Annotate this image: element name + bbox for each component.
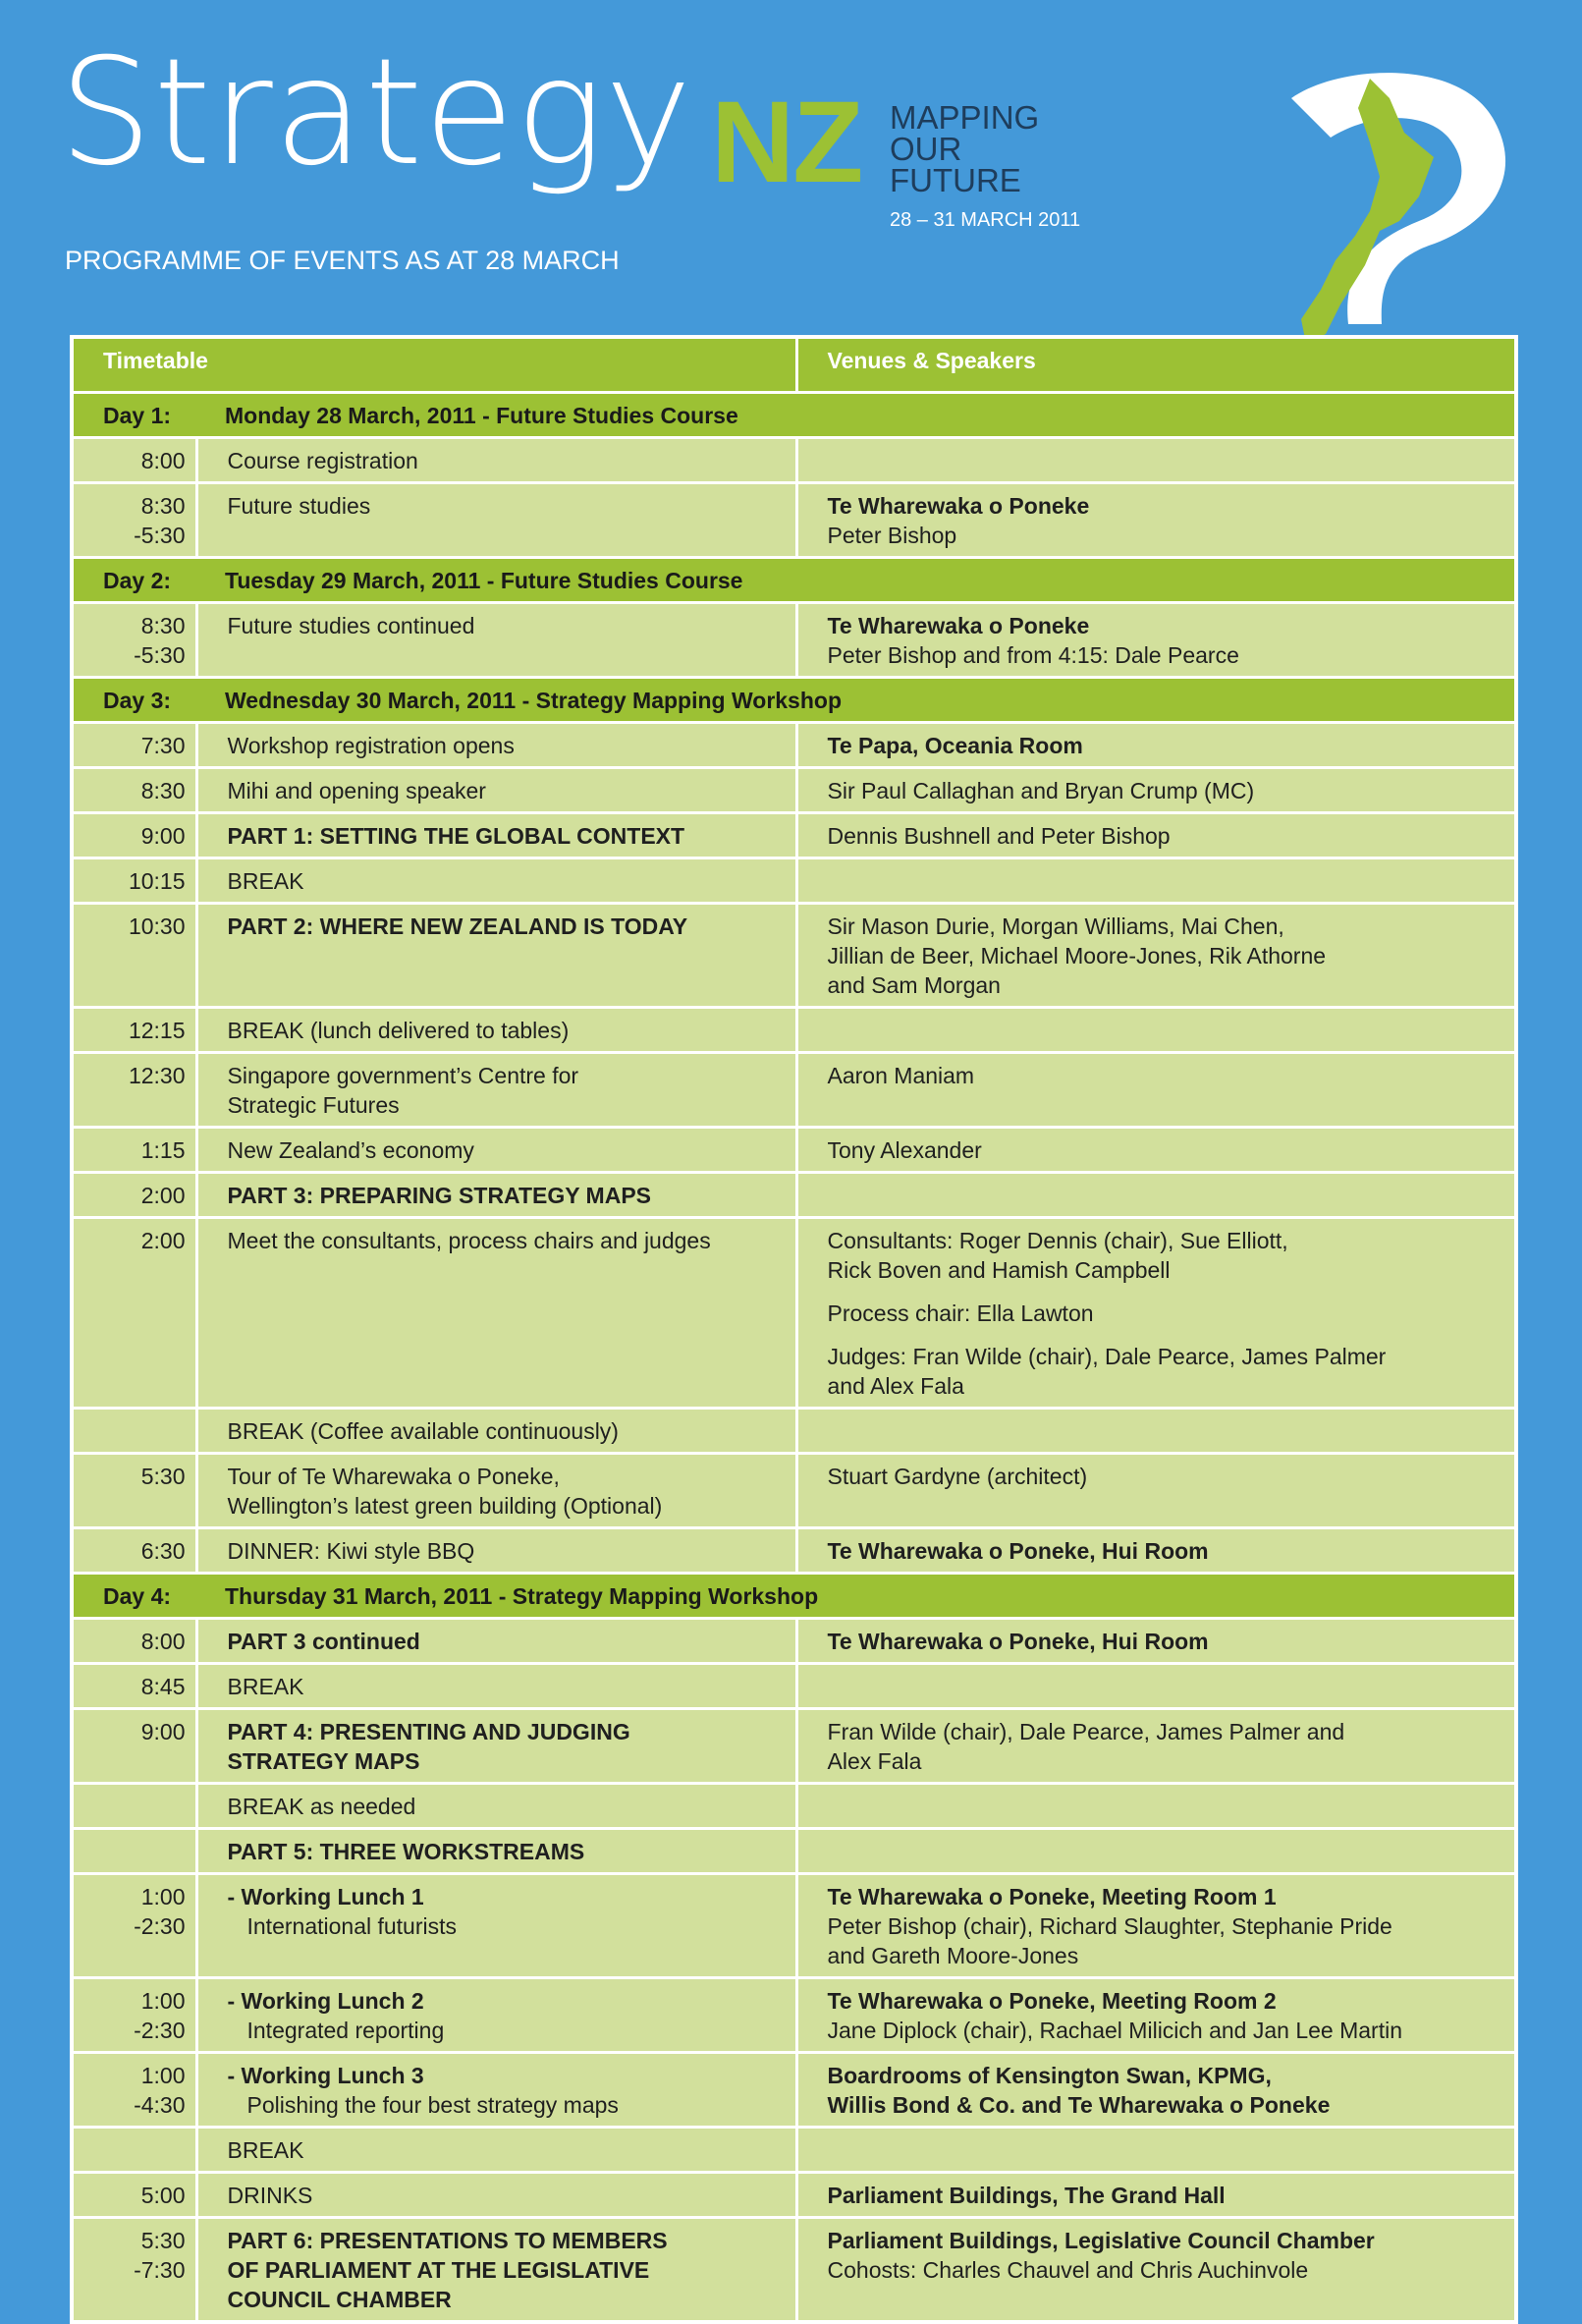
schedule-table bbox=[70, 335, 1518, 2324]
description-bold: PART 4: PRESENTING AND JUDGING STRATEGY MAPS bbox=[227, 1719, 630, 1774]
logo-nz: NZ bbox=[711, 78, 862, 207]
col-timetable-header: Timetable bbox=[72, 337, 796, 393]
table-row bbox=[72, 1619, 1516, 1664]
time-value: 7:30 bbox=[140, 733, 186, 758]
tagline-line: OUR bbox=[890, 131, 962, 167]
venue-speakers: Peter Bishop and from 4:15: Dale Pearce bbox=[827, 642, 1239, 668]
description-text: DINNER: Kiwi style BBQ bbox=[227, 1538, 475, 1564]
description-text: Workshop registration opens bbox=[227, 733, 515, 758]
venue-name: Parliament Buildings, The Grand Hall bbox=[827, 2183, 1226, 2208]
description-text: BREAK (lunch delivered to tables) bbox=[227, 1018, 570, 1043]
description-cell bbox=[196, 1829, 796, 1874]
table-row bbox=[72, 1454, 1516, 1528]
description-text: New Zealand’s economy bbox=[227, 1137, 474, 1163]
time-value: 1:15 bbox=[140, 1137, 186, 1163]
description-text: BREAK as needed bbox=[227, 1794, 416, 1819]
time-cell bbox=[72, 2128, 196, 2173]
venue-cell bbox=[796, 1528, 1516, 1574]
col-venues-header: Venues & Speakers bbox=[796, 337, 1516, 393]
time-cell bbox=[72, 768, 196, 813]
description-text: DRINKS bbox=[227, 2183, 313, 2208]
venue-cell bbox=[796, 438, 1516, 483]
description-text: Mihi and opening speaker bbox=[227, 778, 486, 803]
time-value: 8:00 bbox=[140, 1629, 186, 1654]
time-value: 10:15 bbox=[128, 868, 186, 894]
logo-word: Strategy bbox=[59, 28, 693, 198]
venue-paragraph: Judges: Fran Wilde (chair), Dale Pearce, James Palmer and Alex Fala bbox=[827, 1344, 1387, 1399]
time-cell bbox=[72, 1978, 196, 2053]
table-row bbox=[72, 1528, 1516, 1574]
time-value: 2:00 bbox=[140, 1228, 186, 1253]
day-header bbox=[72, 678, 1516, 723]
day-label: Day 4: bbox=[103, 1583, 172, 1609]
venue-speakers: Tony Alexander bbox=[827, 1137, 982, 1163]
venue-paragraph: Process chair: Ella Lawton bbox=[827, 1300, 1094, 1326]
day-label: Day 1: bbox=[103, 403, 172, 428]
venue-cell bbox=[796, 1619, 1516, 1664]
description-bold: - Working Lunch 2 bbox=[227, 1988, 424, 2014]
venue-cell bbox=[796, 2128, 1516, 2173]
description-cell bbox=[196, 1053, 796, 1128]
table-row bbox=[72, 1409, 1516, 1454]
time-value: 8:30 -5:30 bbox=[134, 613, 186, 668]
description-cell bbox=[196, 1664, 796, 1709]
table-row bbox=[72, 483, 1516, 558]
venue-speakers: Aaron Maniam bbox=[827, 1063, 975, 1088]
table-row bbox=[72, 2053, 1516, 2128]
time-value: 8:30 -5:30 bbox=[134, 493, 186, 548]
venue-name: Te Wharewaka o Poneke, Hui Room bbox=[827, 1538, 1209, 1564]
time-cell bbox=[72, 438, 196, 483]
description-text: Future studies bbox=[227, 493, 371, 519]
table-header-row bbox=[72, 337, 1516, 393]
venue-name: Parliament Buildings, Legislative Council Chamber bbox=[827, 2228, 1375, 2253]
venue-name: Te Wharewaka o Poneke bbox=[827, 613, 1090, 638]
time-cell bbox=[72, 1218, 196, 1409]
venue-cell bbox=[796, 1053, 1516, 1128]
description-cell bbox=[196, 1978, 796, 2053]
time-cell bbox=[72, 1409, 196, 1454]
venue-cell bbox=[796, 904, 1516, 1008]
description-cell bbox=[196, 483, 796, 558]
description-bold: PART 6: PRESENTATIONS TO MEMBERS OF PARLIAMENT AT THE LEGISLATIVE COUNCIL CHAMBER bbox=[227, 2228, 668, 2312]
table-row bbox=[72, 904, 1516, 1008]
description-text: BREAK (Coffee available continuously) bbox=[227, 1418, 619, 1444]
time-value: 12:15 bbox=[128, 1018, 186, 1043]
time-cell bbox=[72, 1128, 196, 1173]
time-cell bbox=[72, 904, 196, 1008]
venue-cell bbox=[796, 858, 1516, 904]
description-text: Meet the consultants, process chairs and judges bbox=[227, 1228, 711, 1253]
venue-name: Te Wharewaka o Poneke, Hui Room bbox=[827, 1629, 1209, 1654]
day-label: Day 3: bbox=[103, 688, 172, 713]
description-bold: PART 3: PREPARING STRATEGY MAPS bbox=[227, 1183, 652, 1208]
table-row bbox=[72, 1218, 1516, 1409]
venue-cell bbox=[796, 723, 1516, 768]
table-row bbox=[72, 1128, 1516, 1173]
time-cell bbox=[72, 723, 196, 768]
table-row bbox=[72, 1829, 1516, 1874]
description-cell bbox=[196, 723, 796, 768]
time-value: 8:00 bbox=[140, 448, 186, 473]
venue-cell bbox=[796, 1128, 1516, 1173]
table-row bbox=[72, 2218, 1516, 2323]
description-text: Future studies continued bbox=[227, 613, 475, 638]
venue-name: Te Wharewaka o Poneke, Meeting Room 1 bbox=[827, 1884, 1277, 1909]
table-row bbox=[72, 603, 1516, 678]
time-value: 2:00 bbox=[140, 1183, 186, 1208]
time-cell bbox=[72, 1008, 196, 1053]
time-value: 10:30 bbox=[128, 913, 186, 939]
day-label: Day 2: bbox=[103, 568, 172, 593]
description-text: BREAK bbox=[227, 868, 304, 894]
description-cell bbox=[196, 603, 796, 678]
description-cell bbox=[196, 2218, 796, 2323]
day-header-row bbox=[72, 393, 1516, 438]
description-cell bbox=[196, 858, 796, 904]
time-value: 1:00 -4:30 bbox=[134, 2063, 186, 2118]
description-cell bbox=[196, 1619, 796, 1664]
time-cell bbox=[72, 2053, 196, 2128]
time-cell bbox=[72, 1709, 196, 1784]
time-value: 1:00 -2:30 bbox=[134, 1988, 186, 2043]
venue-speakers: Cohosts: Charles Chauvel and Chris Auchinvole bbox=[827, 2257, 1309, 2283]
table-row bbox=[72, 858, 1516, 904]
description-cell bbox=[196, 904, 796, 1008]
description-cell bbox=[196, 1008, 796, 1053]
tagline-line: MAPPING bbox=[890, 99, 1040, 136]
description-subtext: Polishing the four best strategy maps bbox=[246, 2092, 619, 2118]
venue-cell bbox=[796, 1218, 1516, 1409]
venue-cell bbox=[796, 483, 1516, 558]
description-cell bbox=[196, 1784, 796, 1829]
day-title: Tuesday 29 March, 2011 - Future Studies Course bbox=[225, 568, 743, 593]
description-subtext: Integrated reporting bbox=[246, 2018, 445, 2043]
description-cell bbox=[196, 1454, 796, 1528]
day-header-row bbox=[72, 678, 1516, 723]
description-cell bbox=[196, 2173, 796, 2218]
table-row bbox=[72, 1784, 1516, 1829]
venue-cell bbox=[796, 1454, 1516, 1528]
description-cell bbox=[196, 2053, 796, 2128]
time-value: 8:45 bbox=[140, 1674, 186, 1699]
venue-cell bbox=[796, 1664, 1516, 1709]
time-value: 9:00 bbox=[140, 1719, 186, 1744]
programme-subtitle: PROGRAMME OF EVENTS AS AT 28 MARCH bbox=[65, 246, 620, 275]
venue-speakers: Dennis Bushnell and Peter Bishop bbox=[827, 823, 1171, 849]
description-cell bbox=[196, 1709, 796, 1784]
table-row bbox=[72, 1053, 1516, 1128]
table-row bbox=[72, 1978, 1516, 2053]
description-cell bbox=[196, 1874, 796, 1978]
venue-cell bbox=[796, 1409, 1516, 1454]
venue-cell bbox=[796, 603, 1516, 678]
description-cell bbox=[196, 1528, 796, 1574]
venue-speakers: Fran Wilde (chair), Dale Pearce, James Palmer and Alex Fala bbox=[827, 1719, 1345, 1774]
description-bold: PART 1: SETTING THE GLOBAL CONTEXT bbox=[227, 823, 685, 849]
venue-speakers: Stuart Gardyne (architect) bbox=[827, 1464, 1088, 1489]
description-cell bbox=[196, 1409, 796, 1454]
day-title: Thursday 31 March, 2011 - Strategy Mapping Workshop bbox=[225, 1583, 819, 1609]
description-text: BREAK bbox=[227, 1674, 304, 1699]
table-row bbox=[72, 1709, 1516, 1784]
time-cell bbox=[72, 1829, 196, 1874]
time-value: 6:30 bbox=[140, 1538, 186, 1564]
venue-paragraph: Consultants: Roger Dennis (chair), Sue Elliott, Rick Boven and Hamish Campbell bbox=[827, 1228, 1288, 1283]
day-header bbox=[72, 393, 1516, 438]
time-value: 5:30 bbox=[140, 1464, 186, 1489]
time-value: 5:30 -7:30 bbox=[134, 2228, 186, 2283]
day-header bbox=[72, 1574, 1516, 1619]
description-bold: - Working Lunch 3 bbox=[227, 2063, 424, 2088]
time-cell bbox=[72, 1874, 196, 1978]
venue-speakers: Sir Paul Callaghan and Bryan Crump (MC) bbox=[827, 778, 1255, 803]
day-title: Monday 28 March, 2011 - Future Studies Course bbox=[225, 403, 738, 428]
day-header-row bbox=[72, 1574, 1516, 1619]
table-row bbox=[72, 2128, 1516, 2173]
venue-cell bbox=[796, 2173, 1516, 2218]
table-row bbox=[72, 1664, 1516, 1709]
venue-cell bbox=[796, 1784, 1516, 1829]
description-cell bbox=[196, 438, 796, 483]
time-cell bbox=[72, 1784, 196, 1829]
time-cell bbox=[72, 603, 196, 678]
description-cell bbox=[196, 2128, 796, 2173]
time-value: 8:30 bbox=[140, 778, 186, 803]
time-cell bbox=[72, 2173, 196, 2218]
description-bold: - Working Lunch 1 bbox=[227, 1884, 424, 1909]
table-row bbox=[72, 1874, 1516, 1978]
venue-cell bbox=[796, 1008, 1516, 1053]
time-cell bbox=[72, 1173, 196, 1218]
description-cell bbox=[196, 1128, 796, 1173]
time-value: 12:30 bbox=[128, 1063, 186, 1088]
venue-cell bbox=[796, 1978, 1516, 2053]
day-title: Wednesday 30 March, 2011 - Strategy Mapping Workshop bbox=[225, 688, 842, 713]
tagline-line: FUTURE bbox=[890, 162, 1021, 198]
venue-cell bbox=[796, 2053, 1516, 2128]
event-dates: 28 – 31 MARCH 2011 bbox=[890, 209, 1081, 231]
time-value: 9:00 bbox=[140, 823, 186, 849]
time-cell bbox=[72, 1664, 196, 1709]
time-cell bbox=[72, 1454, 196, 1528]
time-cell bbox=[72, 1053, 196, 1128]
time-cell bbox=[72, 1528, 196, 1574]
description-bold: PART 2: WHERE NEW ZEALAND IS TODAY bbox=[227, 913, 688, 939]
day-header bbox=[72, 558, 1516, 603]
description-cell bbox=[196, 1173, 796, 1218]
description-cell bbox=[196, 813, 796, 858]
time-cell bbox=[72, 858, 196, 904]
tagline bbox=[890, 99, 1040, 198]
table-row bbox=[72, 768, 1516, 813]
venue-name: Te Papa, Oceania Room bbox=[827, 733, 1083, 758]
venue-cell bbox=[796, 1874, 1516, 1978]
description-cell bbox=[196, 768, 796, 813]
description-subtext: International futurists bbox=[246, 1913, 458, 1939]
description-bold: PART 3 continued bbox=[227, 1629, 420, 1654]
time-cell bbox=[72, 1619, 196, 1664]
venue-name: Boardrooms of Kensington Swan, KPMG, Willis Bond & Co. and Te Wharewaka o Poneke bbox=[827, 2063, 1331, 2118]
time-cell bbox=[72, 483, 196, 558]
venue-cell bbox=[796, 1709, 1516, 1784]
venue-speakers: Jane Diplock (chair), Rachael Milicich and Jan Lee Martin bbox=[827, 2018, 1402, 2043]
venue-speakers: Sir Mason Durie, Morgan Williams, Mai Chen, Jillian de Beer, Michael Moore-Jones, Rik Athorne and Sam Morgan bbox=[827, 913, 1327, 998]
venue-speakers: Peter Bishop bbox=[827, 523, 957, 548]
table-row bbox=[72, 2173, 1516, 2218]
table-row bbox=[72, 1173, 1516, 1218]
table-row bbox=[72, 813, 1516, 858]
time-value: 5:00 bbox=[140, 2183, 186, 2208]
description-text: Singapore government’s Centre for Strategic Futures bbox=[227, 1063, 579, 1118]
description-text: BREAK bbox=[227, 2137, 304, 2163]
time-value: 1:00 -2:30 bbox=[134, 1884, 186, 1939]
schedule-body bbox=[72, 393, 1516, 2323]
venue-cell bbox=[796, 768, 1516, 813]
description-text: Course registration bbox=[227, 448, 418, 473]
venue-name: Te Wharewaka o Poneke, Meeting Room 2 bbox=[827, 1988, 1277, 2014]
description-text: Tour of Te Wharewaka o Poneke, Wellington’s latest green building (Optional) bbox=[227, 1464, 663, 1519]
table-row bbox=[72, 723, 1516, 768]
venue-speakers: Peter Bishop (chair), Richard Slaughter, Stephanie Pride and Gareth Moore-Jones bbox=[827, 1913, 1392, 1968]
time-cell bbox=[72, 2218, 196, 2323]
venue-cell bbox=[796, 1829, 1516, 1874]
venue-cell bbox=[796, 1173, 1516, 1218]
table-row bbox=[72, 438, 1516, 483]
day-header-row bbox=[72, 558, 1516, 603]
description-bold: PART 5: THREE WORKSTREAMS bbox=[227, 1839, 585, 1864]
time-cell bbox=[72, 813, 196, 858]
table-row bbox=[72, 1008, 1516, 1053]
venue-name: Te Wharewaka o Poneke bbox=[827, 493, 1090, 519]
venue-cell bbox=[796, 813, 1516, 858]
venue-cell bbox=[796, 2218, 1516, 2323]
description-cell bbox=[196, 1218, 796, 1409]
